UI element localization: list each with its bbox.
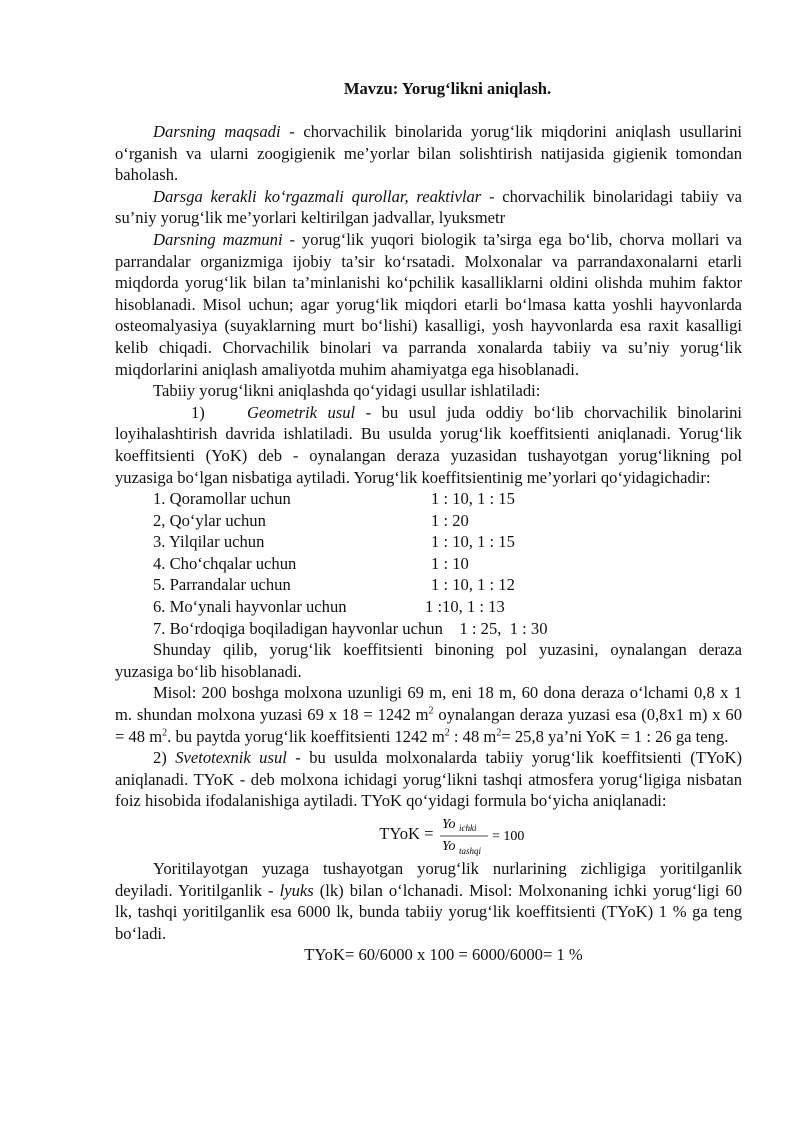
geometric-text: - bu usul juda oddiy bo‘lib chorvachilik binolarini loyihalashtirish davrida ishlatiladi. Bu usulda yorug‘lik koeffitsienti aniqlanadi. Yorug‘lik koeffitsienti (YoK) deb - oynalangan deraza yuzasidan tushayotgan yorug‘likning pol yuzasiga bo‘lgan nisbatiga aytiladi. Yorug‘lik koeffitsientinig me’yorlari qo‘yidagichadir:	[115, 402, 742, 487]
norm-name: 3. Yilqilar uchun	[153, 532, 265, 552]
paragraph-goal	[115, 121, 742, 186]
goal-text: - chorvachilik binolarida yorug‘lik miqdorini aniqlash usullarini o‘rganish va ularni zoogigienik me’yorlar bilan solishtirish natijasida gigienik tomondan baholash.	[115, 122, 742, 185]
example-text-d: : 48 m	[449, 726, 497, 746]
example-text-c: . bu paytda yorug‘lik koeffitsienti 1242 m	[167, 726, 445, 746]
method-number: 2)	[153, 748, 167, 768]
method-number: 1)	[191, 402, 205, 422]
final-formula: TYoK= 60/6000 x 100 = 6000/6000= 1 %	[304, 945, 583, 965]
norm-name: 5. Parrandalar uchun	[153, 575, 291, 595]
norm-name: 1. Qoramollar uchun	[153, 489, 291, 509]
formula-lhs: TYoK =	[379, 824, 434, 844]
document-body	[115, 121, 742, 966]
svetotexnik-label: Svetotexnik usul	[175, 748, 287, 768]
superscript: 2	[428, 705, 434, 717]
example-text-a: Misol: 200 boshga molxona uzunligi 69 m, eni 18 m, 60 dona deraza o‘lchami 0,8 x 1 m. shundan molxona yuzasi 69 x 18 = 1242 m	[115, 683, 742, 725]
norm-name: 4. Cho‘chqalar uchun	[153, 553, 297, 573]
norm-value: 1 : 10, 1 : 15	[431, 489, 515, 509]
superscript: 2	[496, 727, 502, 739]
norm-line: 7. Bo‘rdoqiga boqiladigan hayvonlar uchun 1 : 25, 1 : 30	[153, 618, 548, 638]
content-label: Darsning mazmuni	[153, 229, 283, 249]
goal-label: Darsning maqsadi	[153, 122, 281, 141]
geometric-label: Geometrik usul	[247, 402, 356, 422]
paragraph-materials	[115, 186, 742, 229]
norm-name: 6. Mo‘ynali hayvonlar uchun	[153, 597, 347, 617]
list-item	[115, 531, 742, 553]
formula-numerator: Yo	[441, 817, 456, 832]
paragraph-summary: Shunday qilib, yorug‘lik koeffitsienti binoning pol yuzasini, oynalangan deraza yuzasiga bo‘lib hisoblanadi.	[115, 640, 742, 681]
norm-name: 2, Qo‘ylar uchun	[153, 510, 266, 530]
list-item	[115, 488, 742, 510]
norm-value: 1 : 10, 1 : 12	[431, 575, 515, 595]
norm-value: 1 :10, 1 : 13	[425, 597, 505, 617]
list-item	[115, 596, 742, 618]
formula-numerator-sub: ichki	[458, 823, 477, 833]
norm-value: 1 : 20	[431, 510, 469, 530]
paragraph-illuminance	[115, 858, 742, 944]
paragraph-content	[115, 229, 742, 380]
paragraph-svetotexnik-method	[115, 747, 742, 812]
formula-rhs: = 100	[491, 829, 525, 844]
list-item	[115, 618, 742, 640]
formula-denominator-sub: tashqi	[458, 846, 481, 856]
illuminance-text-a: Yoritilayotgan yuzaga tushayotgan yorug‘lik nurlarining zichligiga yoritilganlik deyiladi. Yoritilganlik -	[115, 859, 742, 900]
example-text-e: = 25,8 ya’ni YoK = 1 : 26 ga teng.	[501, 726, 729, 746]
materials-text: - chorvachilik binolaridagi tabiiy va su’niy yorug‘lik me’yorlari keltirilgan jadvallar, lyuksmetr	[115, 186, 742, 228]
formula-fraction	[438, 812, 538, 856]
paragraph-example	[115, 682, 742, 747]
materials-label: Darsga kerakli ko‘rgazmali qurollar, reaktivlar	[153, 186, 482, 206]
norms-list	[115, 488, 742, 639]
paragraph-methods-intro: Tabiiy yorug‘likni aniqlashda qo‘yidagi usullar ishlatiladi:	[153, 381, 541, 401]
example-text-b: oynalangan deraza yuzasi esa (0,8x1 m) x 60 = 48 m	[115, 705, 742, 746]
superscript: 2	[444, 727, 450, 739]
lyuks-term: lyuks	[279, 880, 314, 900]
illuminance-text-b: (lk) bilan o‘lchanadi. Misol: Molxonaning ichki yorug‘ligi 60 lk, tashqi yoritilganlik esa 6000 lk, bunda tabiiy yorug‘lik koeffitsienti (TYoK) 1 % ga teng bo‘ladi.	[115, 880, 742, 943]
list-item	[115, 553, 742, 575]
superscript: 2	[162, 727, 168, 739]
content-text: - yorug‘lik yuqori biologik ta’sirga ega bo‘lib, chorva mollari va parrandalar organizmiga ijobiy ta’sir ko‘rsatadi. Molxonalar va parrandaxonalarni etarli miqdorda yorug‘lik bilan ta’minlanishi ko‘pchilik kasalliklarni oldini olishda muhim faktor hisoblanadi. Misol uchun; agar yorug‘lik miqdori etarli bo‘lmasa katta yoshli hayvonlarda osteomalyasiya (suyaklarning murt bo‘lishi) kasalligi, yosh hayvonlarda esa raxit kasalligi kelib chiqadi. Chorvachilik binolari va parranda xonalarda tabiiy va su’niy yorug‘lik miqdorlarini aniqlash amaliyotda muhim ahamiyatga ega hisoblanadi.	[115, 229, 742, 379]
list-item	[115, 574, 742, 596]
paragraph-geometric-method	[115, 402, 742, 488]
list-item	[115, 510, 742, 532]
formula-denominator: Yo	[441, 839, 456, 854]
norm-value: 1 : 10	[431, 553, 469, 573]
page-title: Mavzu: Yorug‘likni aniqlash.	[343, 79, 552, 98]
svetotexnik-text: - bu usulda molxonalarda tabiiy yorug‘lik koeffitsienti (TYoK) aniqlanadi. TYoK - deb molxona ichidagi yorug‘likni tashqi atmosfera yorug‘ligiga nisbatan foiz hisobida ifodalanishiga aytiladi. TYoK qo‘yidagi formula bo‘yicha aniqlanadi:	[115, 748, 742, 811]
norm-value: 1 : 10, 1 : 15	[431, 532, 515, 552]
formula	[115, 812, 742, 858]
